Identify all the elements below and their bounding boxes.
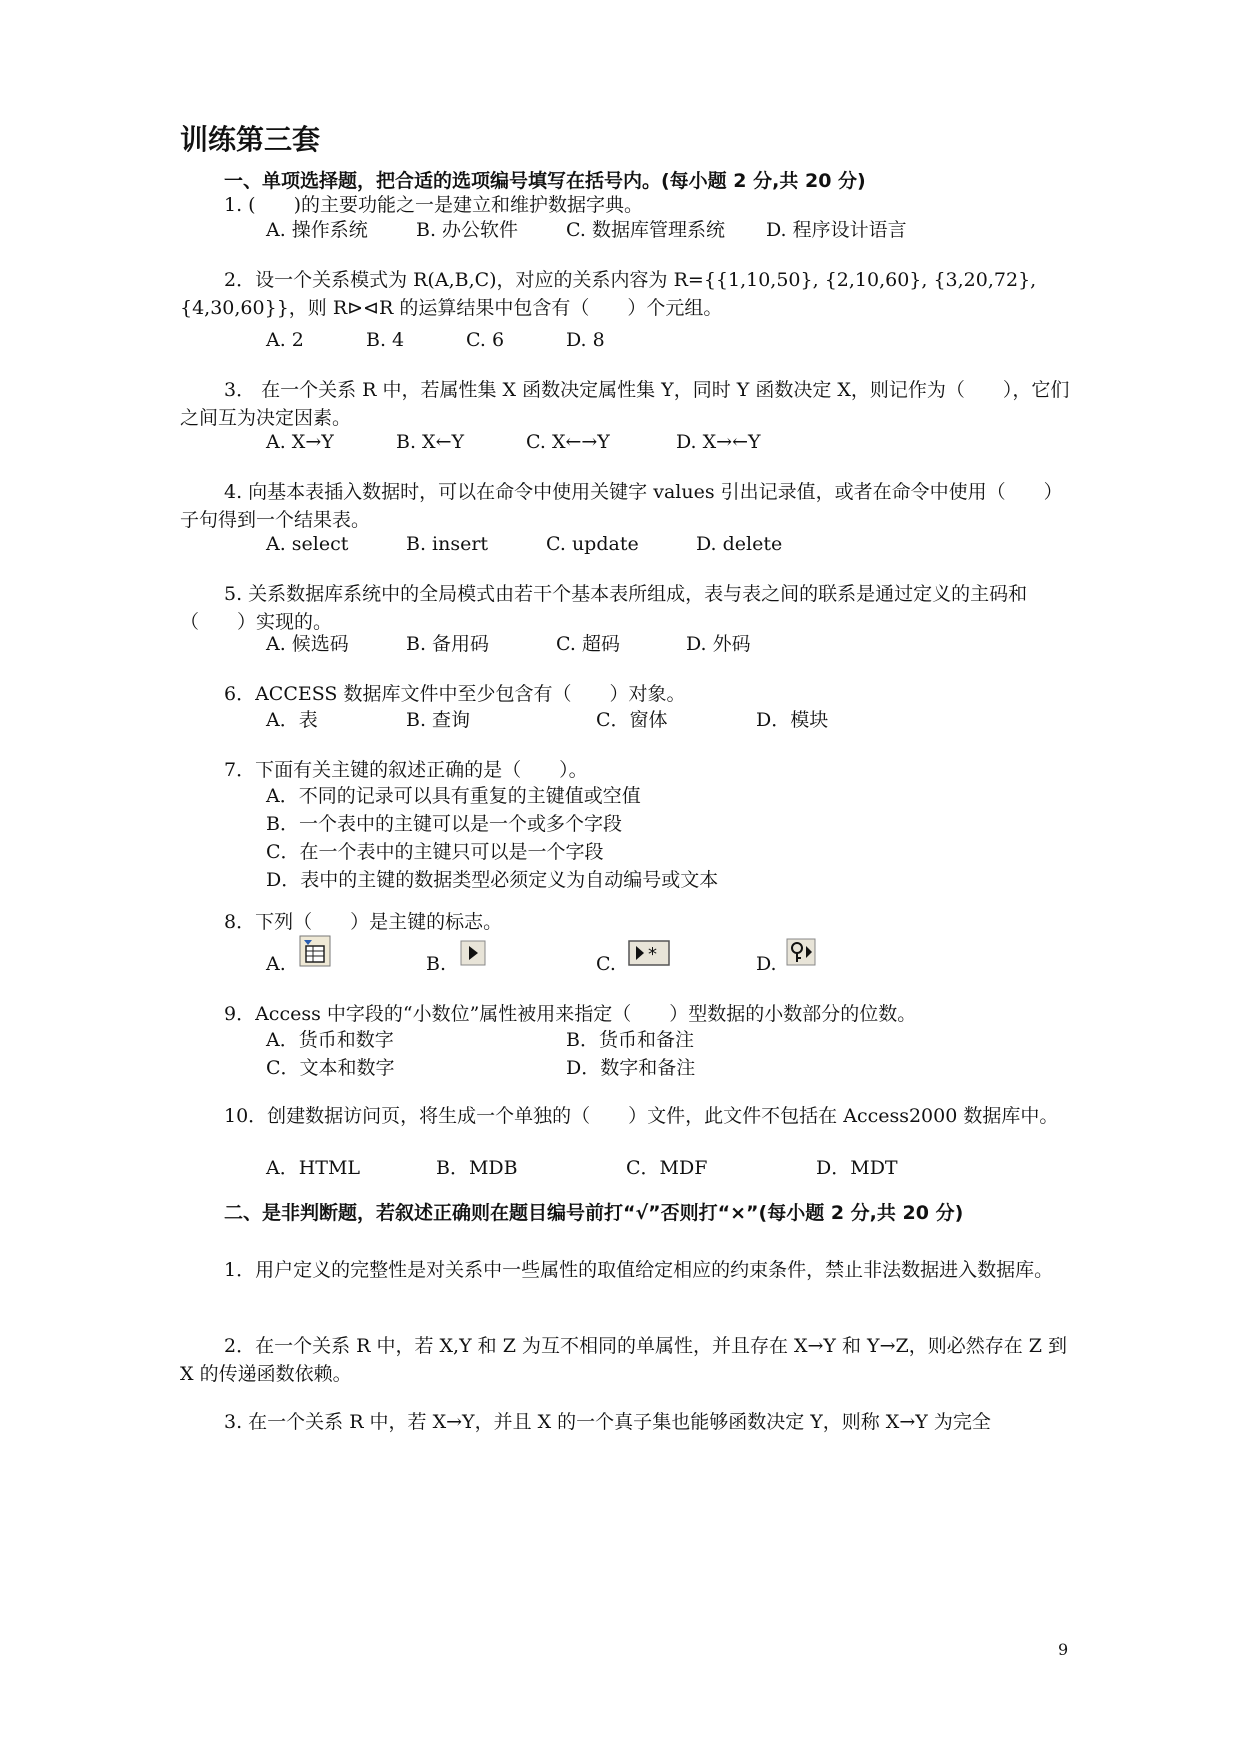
option-a: A. 2 [266, 329, 304, 351]
judgment-stem: 1．用户定义的完整性是对关系中一些属性的取值给定相应的约束条件，禁止非法数据进入数据库。 [224, 1259, 1054, 1281]
option-d: D. [756, 953, 777, 975]
option-a: A. select [266, 533, 349, 555]
question-stem: 10．创建数据访问页，将生成一个单独的（ ）文件，此文件不包括在 Access2000 数据库中。 [224, 1105, 1059, 1127]
question-2 [180, 266, 1080, 322]
option-d: D．表中的主键的数据类型必须定义为自动编号或文本 [266, 869, 719, 891]
option-b: B．MDB [436, 1157, 518, 1179]
option-c: C. X←→Y [526, 431, 610, 453]
option-d: D. delete [696, 533, 783, 555]
option-d: D. 外码 [686, 633, 751, 655]
question-9 [180, 1000, 1080, 1028]
option-a: A．表 [266, 709, 318, 731]
question-5 [180, 580, 1080, 636]
option-c: C. [596, 953, 616, 975]
judgment-1 [180, 1256, 1080, 1284]
judgment-stem: 3. 在一个关系 R 中，若 X→Y，并且 X 的一个真子集也能够函数决定 Y，则称 X→Y 为完全 [224, 1411, 991, 1433]
judgment-2 [180, 1332, 1080, 1388]
option-a: A. [266, 953, 286, 975]
record-selector-arrow-icon-b [460, 940, 486, 966]
option-b: B. 备用码 [406, 633, 490, 655]
option-b: B. 办公软件 [416, 219, 519, 241]
option-b: B．一个表中的主键可以是一个或多个字段 [266, 813, 622, 835]
option-a: A. 候选码 [266, 633, 349, 655]
judgment-stem: 2．在一个关系 R 中，若 X,Y 和 Z 为互不相同的单属性，并且存在 X→Y 和 Y→Z，则必然存在 Z 到 X 的传递函数依赖。 [180, 1335, 1067, 1385]
option-b: B. insert [406, 533, 489, 555]
page-number: 9 [1058, 1640, 1069, 1659]
option-a: A．不同的记录可以具有重复的主键值或空值 [266, 785, 641, 807]
option-c: C．在一个表中的主键只可以是一个字段 [266, 841, 604, 863]
option-c: C. 超码 [556, 633, 620, 655]
option-d: D．MDT [816, 1157, 898, 1179]
section-heading-2: 二、是非判断题，若叙述正确则在题目编号前打“√”否则打“×”(每小题 2 分,共 20 分) [224, 1202, 964, 1224]
option-b: B. X←Y [396, 431, 465, 453]
option-b: B．货币和备注 [566, 1029, 694, 1051]
option-c: C. update [546, 533, 639, 555]
judgment-3 [180, 1408, 1080, 1436]
question-stem: 2．设一个关系模式为 R(A,B,C)，对应的关系内容为 R={{1,10,50}, {2,10,60}, {3,20,72}, {4,30,60}}，则 R⊳⊲R 的运算结果中包含有（ ）个元组。 [180, 269, 1037, 319]
option-a: A. X→Y [266, 431, 334, 453]
page-title: 训练第三套 [180, 123, 321, 156]
question-stem: 7．下面有关主键的叙述正确的是（ ）。 [224, 759, 588, 781]
option-b: B. 查询 [406, 709, 471, 731]
question-7 [180, 756, 1080, 784]
section-heading-1: 一、单项选择题，把合适的选项编号填写在括号内。(每小题 2 分,共 20 分) [224, 170, 866, 192]
option-a: A．HTML [266, 1157, 361, 1179]
option-c: C. 数据库管理系统 [566, 219, 725, 241]
question-stem: 1. ( )的主要功能之一是建立和维护数据字典。 [224, 194, 643, 216]
option-c: C. 6 [466, 329, 505, 351]
svg-text:*: * [648, 944, 657, 965]
option-b: B. [426, 953, 447, 975]
option-a: A．货币和数字 [266, 1029, 394, 1051]
key-field-icon-d [786, 938, 816, 966]
option-a: A. 操作系统 [266, 219, 368, 241]
question-1 [180, 191, 1080, 219]
question-stem: 4. 向基本表插入数据时，可以在命令中使用关键字 values 引出记录值，或者在命令中使用（ ）子句得到一个结果表。 [180, 481, 1063, 531]
option-d: D. X→←Y [676, 431, 761, 453]
option-d: D．模块 [756, 709, 829, 731]
question-stem: 6．ACCESS 数据库文件中至少包含有（ ）对象。 [224, 683, 686, 705]
question-10 [180, 1102, 1080, 1130]
question-stem: 8．下列（ ）是主键的标志。 [224, 911, 503, 933]
question-stem: 3． 在一个关系 R 中，若属性集 X 函数决定属性集 Y，同时 Y 函数决定 X，则记作为（ ），它们之间互为决定因素。 [180, 379, 1070, 429]
question-stem: 5. 关系数据库系统中的全局模式由若干个基本表所组成，表与表之间的联系是通过定义的主码和（ ）实现的。 [180, 583, 1028, 633]
option-d: D．数字和备注 [566, 1057, 696, 1079]
option-d: D. 8 [566, 329, 605, 351]
primary-key-toolbar-icon-a [298, 934, 332, 968]
question-4 [180, 478, 1080, 534]
question-stem: 9．Access 中字段的“小数位”属性被用来指定（ ）型数据的小数部分的位数。 [224, 1003, 917, 1025]
question-6 [180, 680, 1080, 708]
new-record-arrow-star-icon-c [628, 940, 670, 966]
option-c: C．窗体 [596, 709, 668, 731]
option-c: C．文本和数字 [266, 1057, 395, 1079]
option-c: C．MDF [626, 1157, 708, 1179]
question-3 [180, 376, 1080, 432]
option-d: D. 程序设计语言 [766, 219, 907, 241]
option-b: B. 4 [366, 329, 405, 351]
question-8 [180, 908, 1080, 936]
